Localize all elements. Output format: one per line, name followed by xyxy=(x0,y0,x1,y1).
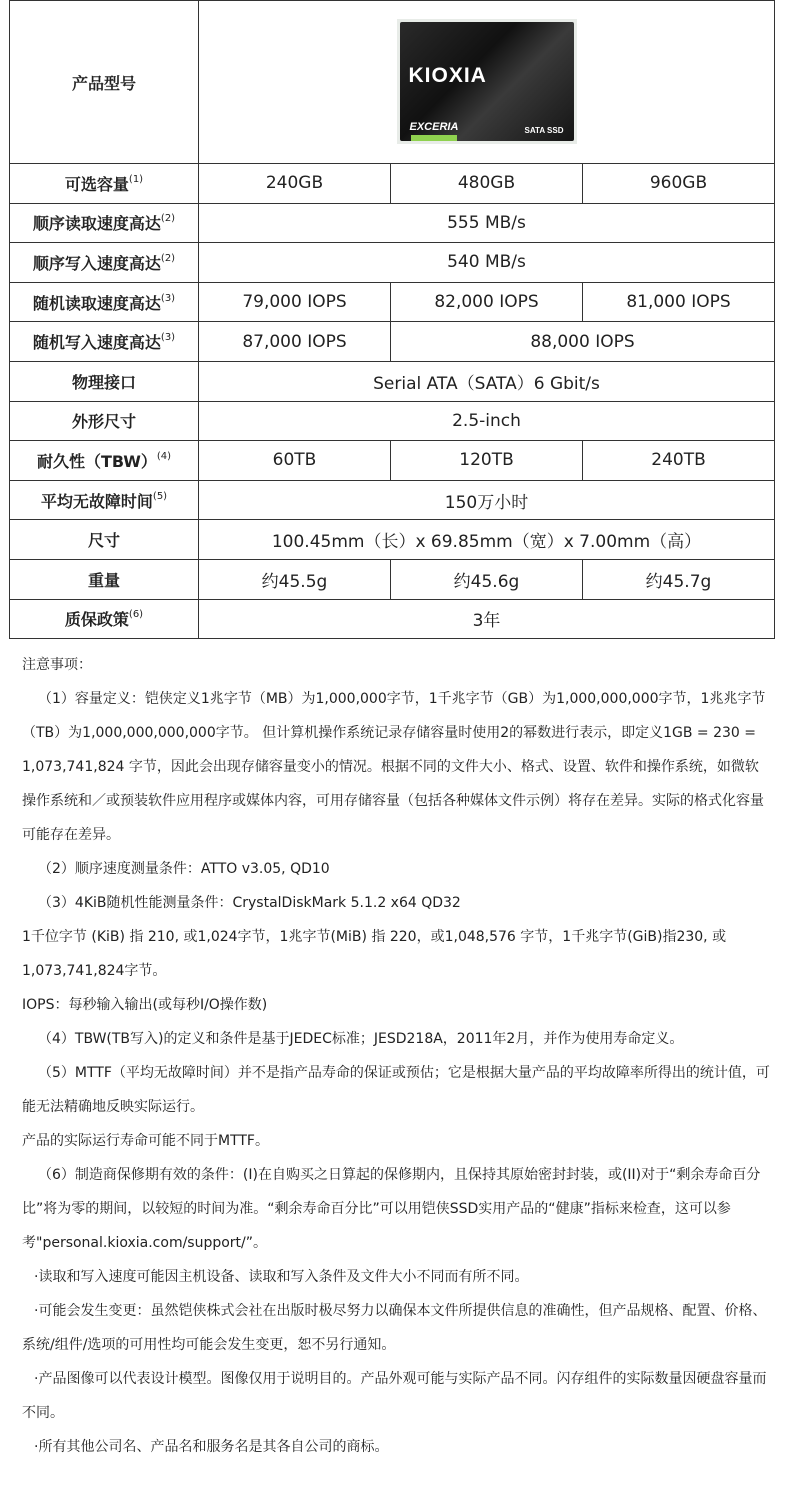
row-label: 顺序读取速度高达$^{(2)}$ xyxy=(10,203,199,243)
product-image-cell xyxy=(199,1,775,164)
row-label: 外形尺寸 xyxy=(10,401,199,441)
note: 产品的实际运行寿命可能不同于MTTF。 xyxy=(22,1133,269,1149)
cell: 555 MB/s xyxy=(199,203,775,243)
row-label: 重量 xyxy=(10,559,199,599)
cell: 100.45mm（长）x 69.85mm（宽）x 7.00mm（高） xyxy=(199,520,775,560)
cell: 约45.6g xyxy=(391,559,583,599)
cell: 240GB xyxy=(199,164,391,204)
note: （6）制造商保修期有效的条件：(I)在自购买之日算起的保修期内，且保持其原始密封封装，或(II)对于“剩余寿命百分比”将为零的期间，以较短的时间为准。“剩余寿命百分比”可以用铠侠SSD实用产品的“健康”指标来检查，这可以参考"personal.kioxia.com/support/”。 xyxy=(22,1167,761,1251)
note: ·可能会发生变更：虽然铠侠株式会社在出版时极尽努力以确保本文件所提供信息的准确性，但产品规格、配置、价格、系统/组件/选项的可用性均可能会发生变更，恕不另行通知。 xyxy=(22,1303,767,1353)
cell: 240TB xyxy=(583,441,775,481)
cell: 540 MB/s xyxy=(199,243,775,283)
product-image xyxy=(397,19,577,144)
cell: 150万小时 xyxy=(199,480,775,520)
cell: 约45.7g xyxy=(583,559,775,599)
spec-table xyxy=(9,0,775,639)
notes-section xyxy=(22,648,770,1464)
row-label: 质保政策$^{(6)}$ xyxy=(10,599,199,639)
note: IOPS：每秒输入输出(或每秒I/O操作数) xyxy=(22,997,268,1013)
note: （1）容量定义：铠侠定义1兆字节（MB）为1,000,000字节，1千兆字节（GB）为1,000,000,000字节，1兆兆字节（TB）为1,000,000,000,000字节。 但计算机操作系统记录存储容量时使用2的幂数进行表示，即定义1GB = 230 = 1,073,741,824 字节，因此会出现存储容量变小的情况。根据不同的文件大小、格式、设置、软件和操作系统，如微软操作系统和／或预装软件应用程序或媒体内容，可用存储容量（包括各种媒体文件示例）将存在差异。实际的格式化容量可能存在差异。 xyxy=(22,691,766,843)
cell: 87,000 IOPS xyxy=(199,322,391,362)
note: ·产品图像可以代表设计模型。图像仅用于说明目的。产品外观可能与实际产品不同。闪存组件的实际数量因硬盘容量而不同。 xyxy=(22,1371,767,1421)
cell: 960GB xyxy=(583,164,775,204)
cell: 3年 xyxy=(199,599,775,639)
cell: 2.5-inch xyxy=(199,401,775,441)
cell: 60TB xyxy=(199,441,391,481)
cell: 79,000 IOPS xyxy=(199,282,391,322)
note: （3）4KiB随机性能测量条件：CrystalDiskMark 5.1.2 x64 QD32 xyxy=(38,895,461,911)
cell: 约45.5g xyxy=(199,559,391,599)
cell: 81,000 IOPS xyxy=(583,282,775,322)
row-label: 平均无故障时间$^{(5)}$ xyxy=(10,480,199,520)
row-label: 随机读取速度高达$^{(3)}$ xyxy=(10,282,199,322)
note: ·所有其他公司名、产品名和服务名是其各自公司的商标。 xyxy=(34,1439,389,1455)
cell: 82,000 IOPS xyxy=(391,282,583,322)
row-label: 产品型号 xyxy=(10,1,199,164)
cell: Serial ATA（SATA）6 Gbit/s xyxy=(199,361,775,401)
note: （5）MTTF（平均无故障时间）并不是指产品寿命的保证或预估；它是根据大量产品的平均故障率所得出的统计值，可能无法精确地反映实际运行。 xyxy=(22,1065,770,1115)
cell: 88,000 IOPS xyxy=(391,322,775,362)
notes-heading: 注意事项： xyxy=(22,657,92,673)
row-label: 尺寸 xyxy=(10,520,199,560)
note: 1千位字节 (KiB) 指 210, 或1,024字节，1兆字节(MiB) 指 220，或1,048,576 字节，1千兆字节(GiB)指230, 或1,073,741,824字节。 xyxy=(22,929,727,979)
note: （2）顺序速度测量条件：ATTO v3.05, QD10 xyxy=(38,861,330,877)
row-label: 随机写入速度高达$^{(3)}$ xyxy=(10,322,199,362)
row-label: 耐久性（TBW）$^{(4)}$ xyxy=(10,441,199,481)
row-label: 顺序写入速度高达$^{(2)}$ xyxy=(10,243,199,283)
cell: 120TB xyxy=(391,441,583,481)
note: （4）TBW(TB写入)的定义和条件是基于JEDEC标准；JESD218A，2011年2月，并作为使用寿命定义。 xyxy=(38,1031,684,1047)
series-label: EXCERIA xyxy=(409,120,459,133)
brand-logo: KIOXIA xyxy=(408,63,487,87)
type-label: SATA SSD xyxy=(524,125,564,135)
row-label: 可选容量$^{(1)}$ xyxy=(10,164,199,204)
cell: 480GB xyxy=(391,164,583,204)
note: ·读取和写入速度可能因主机设备、读取和写入条件及文件大小不同而有所不同。 xyxy=(34,1269,529,1285)
row-label: 物理接口 xyxy=(10,361,199,401)
